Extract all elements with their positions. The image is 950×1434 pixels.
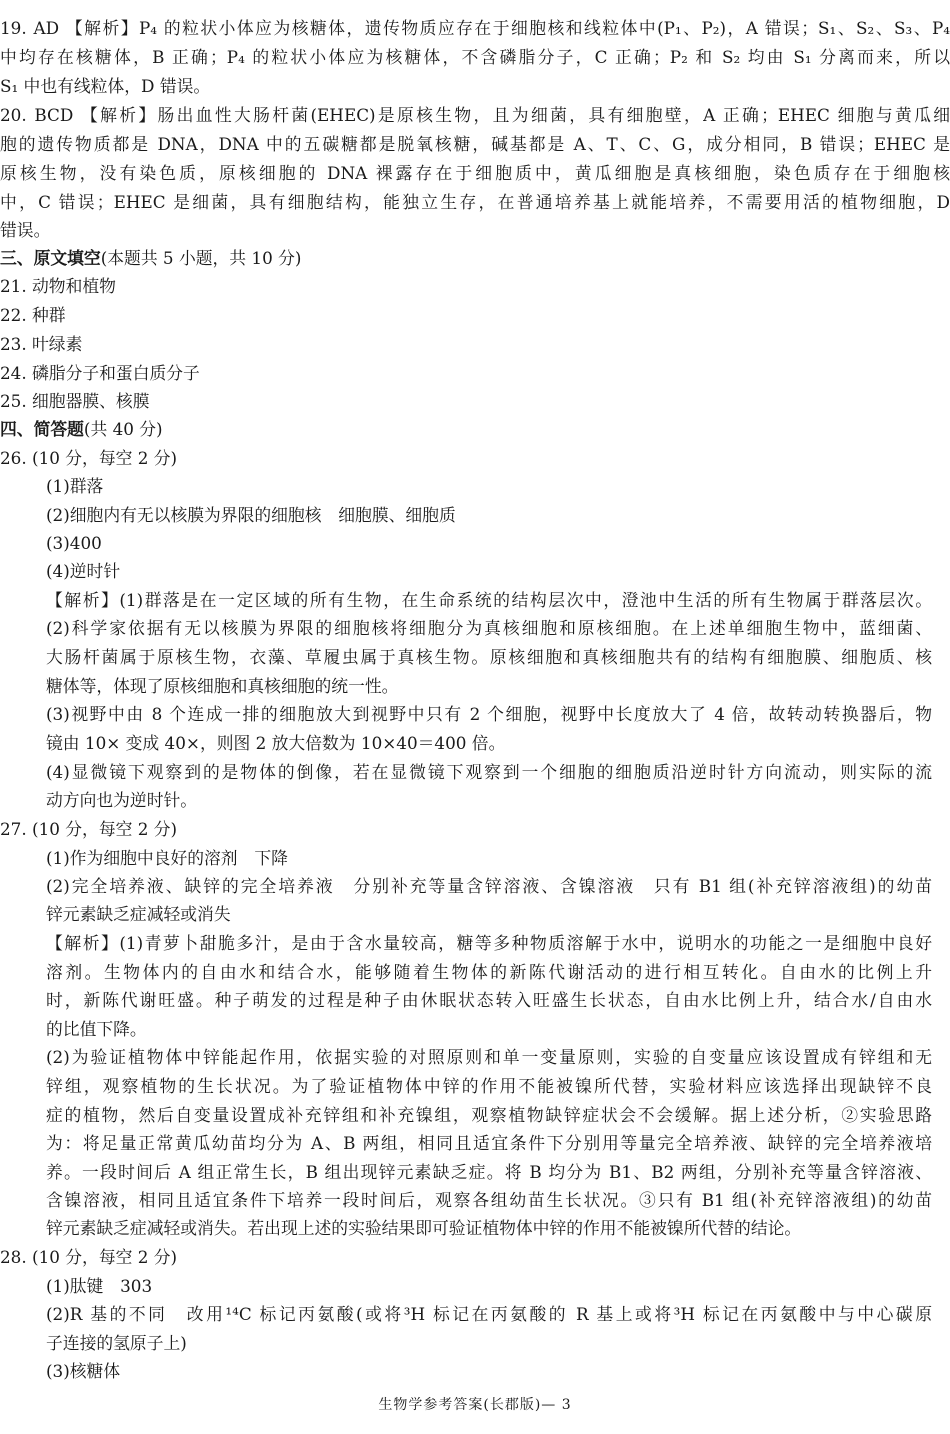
q27-head: 27. (10 分，每空 2 分) xyxy=(0,819,178,839)
q19-line-2: 中均存在核糖体，B 正确；P₄ 的粒状小体应为核糖体，不含磷脂分子，C 正确；P₂ 和 S₂ 均由 S₁ 分离而来，所以 xyxy=(0,47,950,67)
q28-answer-3: (3)核糖体 xyxy=(46,1361,121,1381)
q27-explain-2e: 养。一段时间后 A 组正常生长，B 组出现锌元素缺乏症。将 B 均分为 B1、B2 两组，分别补充等量含锌溶液、 xyxy=(46,1162,932,1182)
q26-explain-1: 【解析】(1)群落是在一定区域的所有生物，在生命系统的结构层次中，澄池中生活的所有生物属于群落层次。 xyxy=(46,590,932,610)
q27-explain-2a: (2)为验证植物体中锌能起作用，依据实验的对照原则和单一变量原则，实验的自变量应该设置成有锌组和无 xyxy=(46,1047,932,1067)
q26-explain-3b: 镜由 10× 变成 40×，则图 2 放大倍数为 10×40＝400 倍。 xyxy=(46,733,506,753)
fill-22: 22. 种群 xyxy=(0,305,66,325)
q20-line-2: 胞的遗传物质都是 DNA，DNA 中的五碳糖都是脱氧核糖，碱基都是 A、T、C、G，成分相同，B 错误；EHEC 是 xyxy=(0,134,950,154)
q27-explain-2f: 含镍溶液，相同且适宜条件下培养一段时间后，观察各组幼苗生长状况。③只有 B1 组(补充锌溶液组)的幼苗 xyxy=(46,1190,932,1210)
page-footer: 生物学参考答案(长郡版)— 3 xyxy=(378,1397,572,1413)
q20-line-1: 20. BCD 【解析】肠出血性大肠杆菌(EHEC)是原核生物，且为细菌，具有细胞壁，A 正确；EHEC 细胞与黄瓜细 xyxy=(0,105,950,125)
q27-explain-2b: 锌组，观察植物的生长状况。为了验证植物体中锌的作用不能被镍所代替，实验材料应该选择出现缺锌不良 xyxy=(46,1076,932,1096)
q19-line-1: 19. AD 【解析】P₄ 的粒状小体应为核糖体，遗传物质应存在于细胞核和线粒体中(P₁、P₂)，A 错误；S₁、S₂、S₃、P₄ xyxy=(0,18,950,38)
q26-answer-2: (2)细胞内有无以核膜为界限的细胞核 细胞膜、细胞质 xyxy=(46,505,456,525)
section-4-note: (共 40 分) xyxy=(83,419,163,439)
section-3-note: (本题共 5 小题，共 10 分) xyxy=(100,248,302,268)
q26-explain-2c: 糖体等，体现了原核细胞和真核细胞的统一性。 xyxy=(46,676,399,696)
fill-25: 25. 细胞器膜、核膜 xyxy=(0,391,150,411)
fill-24: 24. 磷脂分子和蛋白质分子 xyxy=(0,363,200,383)
q20-line-5: 错误。 xyxy=(0,220,51,240)
fill-21: 21. 动物和植物 xyxy=(0,276,116,296)
q27-answer-2a: (2)完全培养液、缺锌的完全培养液 分别补充等量含锌溶液、含镍溶液 只有 B1 组(补充锌溶液组)的幼苗 xyxy=(46,876,932,896)
q27-explain-2d: 为：将足量正常黄瓜幼苗均分为 A、B 两组，相同且适宜条件下分别用等量完全培养液、缺锌的完全培养液培 xyxy=(46,1133,932,1153)
q26-answer-1: (1)群落 xyxy=(46,476,104,496)
section-3-title: 三、原文填空 xyxy=(0,248,101,268)
q26-explain-4a: (4)显微镜下观察到的是物体的倒像，若在显微镜下观察到一个细胞的细胞质沿逆时针方向流动，则实际的流 xyxy=(46,762,932,782)
q27-explain-2g: 锌元素缺乏症减轻或消失。若出现上述的实验结果即可验证植物体中锌的作用不能被镍所代替的结论。 xyxy=(46,1218,802,1238)
q26-explain-2a: (2)科学家依据有无以核膜为界限的细胞核将细胞分为真核细胞和原核细胞。在上述单细胞生物中，蓝细菌、 xyxy=(46,618,932,638)
q19-line-3: S₁ 中也有线粒体，D 错误。 xyxy=(0,76,211,96)
q28-head: 28. (10 分，每空 2 分) xyxy=(0,1247,178,1267)
q26-explain-3a: (3)视野中由 8 个连成一排的细胞放大到视野中只有 2 个细胞，视野中长度放大了 4 倍，故转动转换器后，物 xyxy=(46,704,932,724)
q27-answer-2b: 锌元素缺乏症减轻或消失 xyxy=(46,904,231,924)
q27-explain-1c: 时，新陈代谢旺盛。种子萌发的过程是种子由休眠状态转入旺盛生长状态，自由水比例上升，结合水/自由水 xyxy=(46,990,932,1010)
q26-answer-4: (4)逆时针 xyxy=(46,561,121,581)
q26-explain-2b: 大肠杆菌属于原核生物，衣藻、草履虫属于真核生物。原核细胞和真核细胞共有的结构有细胞膜、细胞质、核 xyxy=(46,647,932,667)
q20-line-4: 中，C 错误；EHEC 是细菌，具有细胞结构，能独立生存，在普通培养基上就能培养，不需要用活的植物细胞，D xyxy=(0,192,950,212)
q27-answer-1: (1)作为细胞中良好的溶剂 下降 xyxy=(46,848,288,868)
q28-answer-1: (1)肽键 303 xyxy=(46,1276,153,1296)
q28-answer-2b: 子连接的氢原子上) xyxy=(46,1333,187,1353)
q28-answer-2a: (2)R 基的不同 改用¹⁴C 标记丙氨酸(或将³H 标记在丙氨酸的 R 基上或将³H 标记在丙氨酸中与中心碳原 xyxy=(46,1304,932,1324)
q27-explain-1d: 的比值下降。 xyxy=(46,1019,147,1039)
q27-explain-1a: 【解析】(1)青萝卜甜脆多汁，是由于含水量较高，糖等多种物质溶解于水中，说明水的功能之一是细胞中良好 xyxy=(46,933,932,953)
section-4-heading xyxy=(0,415,950,443)
q27-explain-1b: 溶剂。生物体内的自由水和结合水，能够随着生物体的新陈代谢活动的进行相互转化。自由水的比例上升 xyxy=(46,962,932,982)
section-3-heading xyxy=(0,244,950,272)
q26-head: 26. (10 分，每空 2 分) xyxy=(0,448,178,468)
q26-explain-4b: 动方向也为逆时针。 xyxy=(46,790,198,810)
section-4-title: 四、简答题 xyxy=(0,419,84,439)
fill-23: 23. 叶绿素 xyxy=(0,334,83,354)
q20-line-3: 原核生物，没有染色质，原核细胞的 DNA 裸露存在于细胞质中，黄瓜细胞是真核细胞，染色质存在于细胞核 xyxy=(0,163,950,183)
q26-answer-3: (3)400 xyxy=(46,533,102,553)
q27-explain-2c: 症的植物，然后自变量设置成补充锌组和补充镍组，观察植物缺锌症状会不会缓解。据上述分析，②实验思路 xyxy=(46,1105,932,1125)
